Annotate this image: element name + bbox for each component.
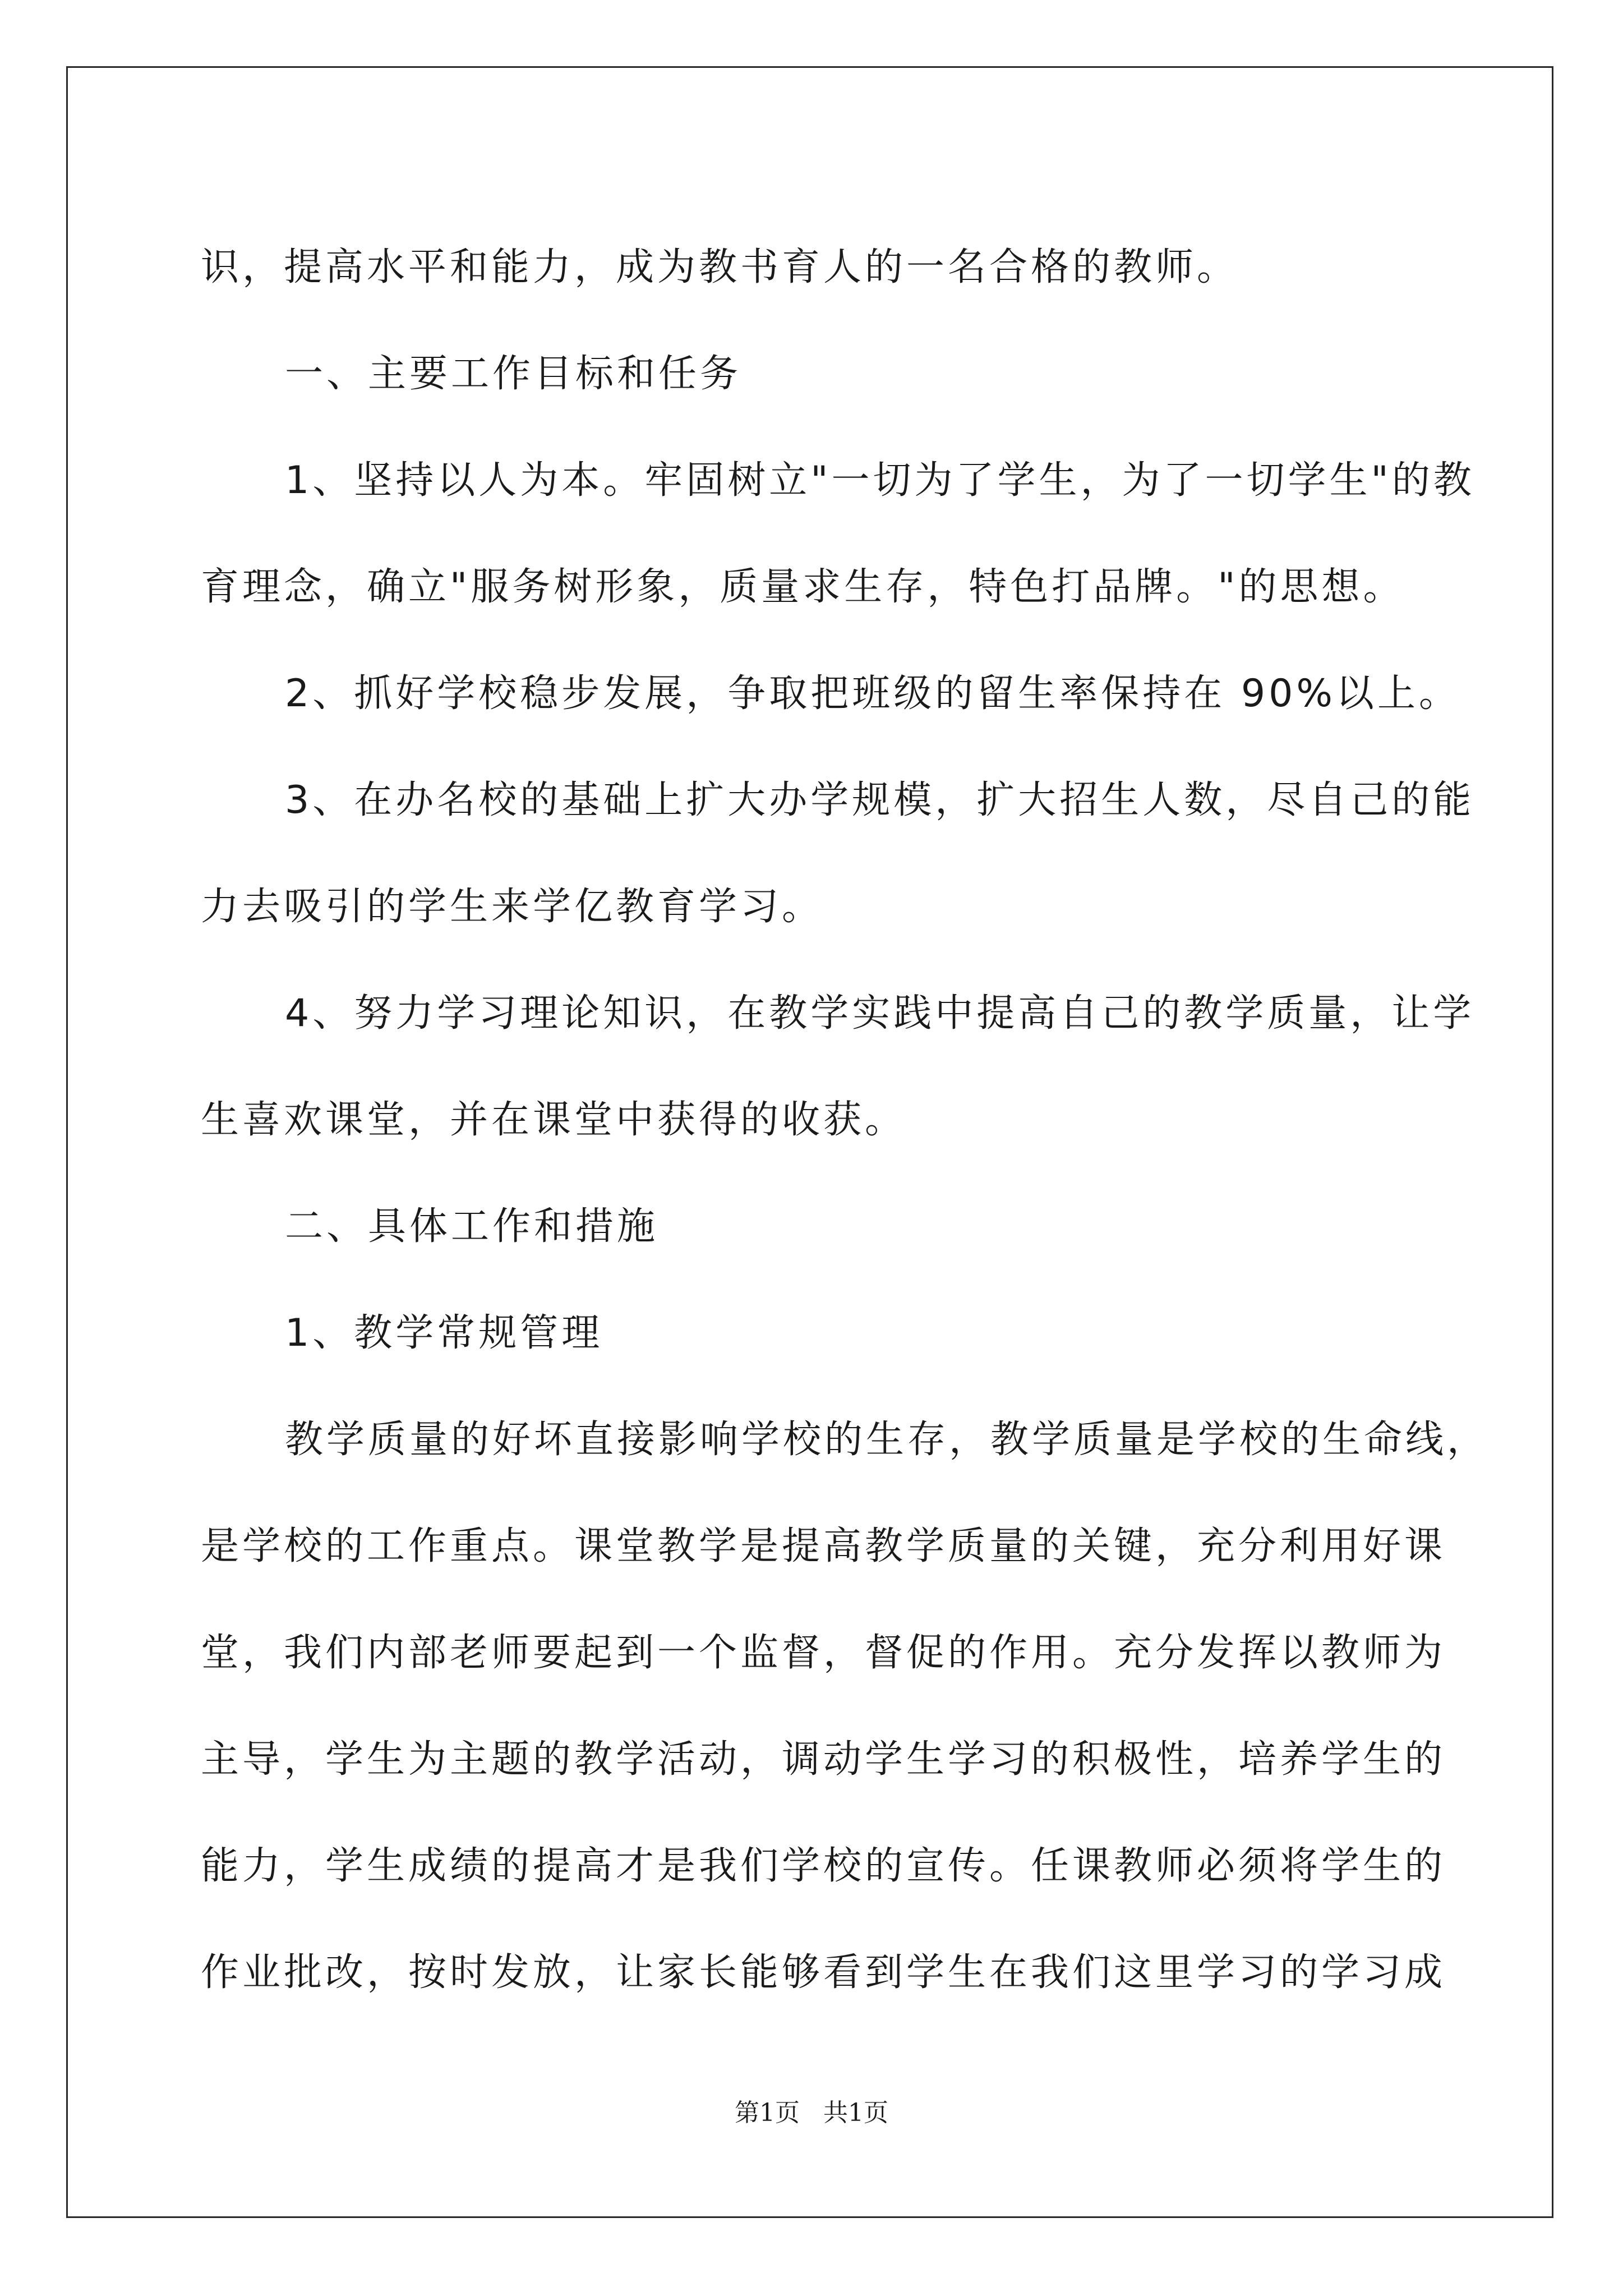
paragraph-line: 能力，学生成绩的提高才是我们学校的宣传。任课教师必须将学生的 — [201, 1844, 1446, 1888]
paragraph-line: 4、努力学习理论知识，在教学实践中提高自己的教学质量，让学 — [285, 991, 1475, 1036]
subsection-heading: 1、教学常规管理 — [285, 1311, 603, 1355]
paragraph-line: 作业批改，按时发放，让家长能够看到学生在我们这里学习的学习成 — [201, 1950, 1446, 1995]
paragraph-line: 生喜欢课堂，并在课堂中获得的收获。 — [201, 1098, 907, 1142]
section-heading: 一、主要工作目标和任务 — [285, 352, 742, 396]
paragraph-line: 力去吸引的学生来学亿教育学习。 — [201, 885, 824, 929]
paragraph-line: 主导，学生为主题的教学活动，调动学生学习的积极性，培养学生的 — [201, 1737, 1446, 1782]
paragraph-line: 是学校的工作重点。课堂教学是提高教学质量的关键，充分利用好课 — [201, 1524, 1446, 1568]
page-number: 第1页 — [735, 2099, 800, 2127]
page-footer — [0, 2092, 1623, 2128]
paragraph-line: 识，提高水平和能力，成为教书育人的一名合格的教师。 — [201, 245, 1239, 289]
document-body — [201, 214, 1489, 2026]
paragraph-line: 1、坚持以人为本。牢固树立"一切为了学生，为了一切学生"的教 — [285, 458, 1475, 503]
paragraph-line: 教学质量的好坏直接影响学校的生存，教学质量是学校的生命线， — [285, 1418, 1489, 1462]
paragraph-line: 育理念，确立"服务树形象，质量求生存，特色打品牌。"的思想。 — [201, 565, 1405, 609]
page-total: 共1页 — [823, 2099, 888, 2127]
paragraph-line: 堂，我们内部老师要起到一个监督，督促的作用。充分发挥以教师为 — [201, 1631, 1446, 1675]
section-heading: 二、具体工作和措施 — [285, 1204, 659, 1249]
paragraph-line: 2、抓好学校稳步发展，争取把班级的留生率保持在 90%以上。 — [285, 671, 1461, 716]
paragraph-line: 3、在办名校的基础上扩大办学规模，扩大招生人数，尽自己的能 — [285, 778, 1475, 822]
